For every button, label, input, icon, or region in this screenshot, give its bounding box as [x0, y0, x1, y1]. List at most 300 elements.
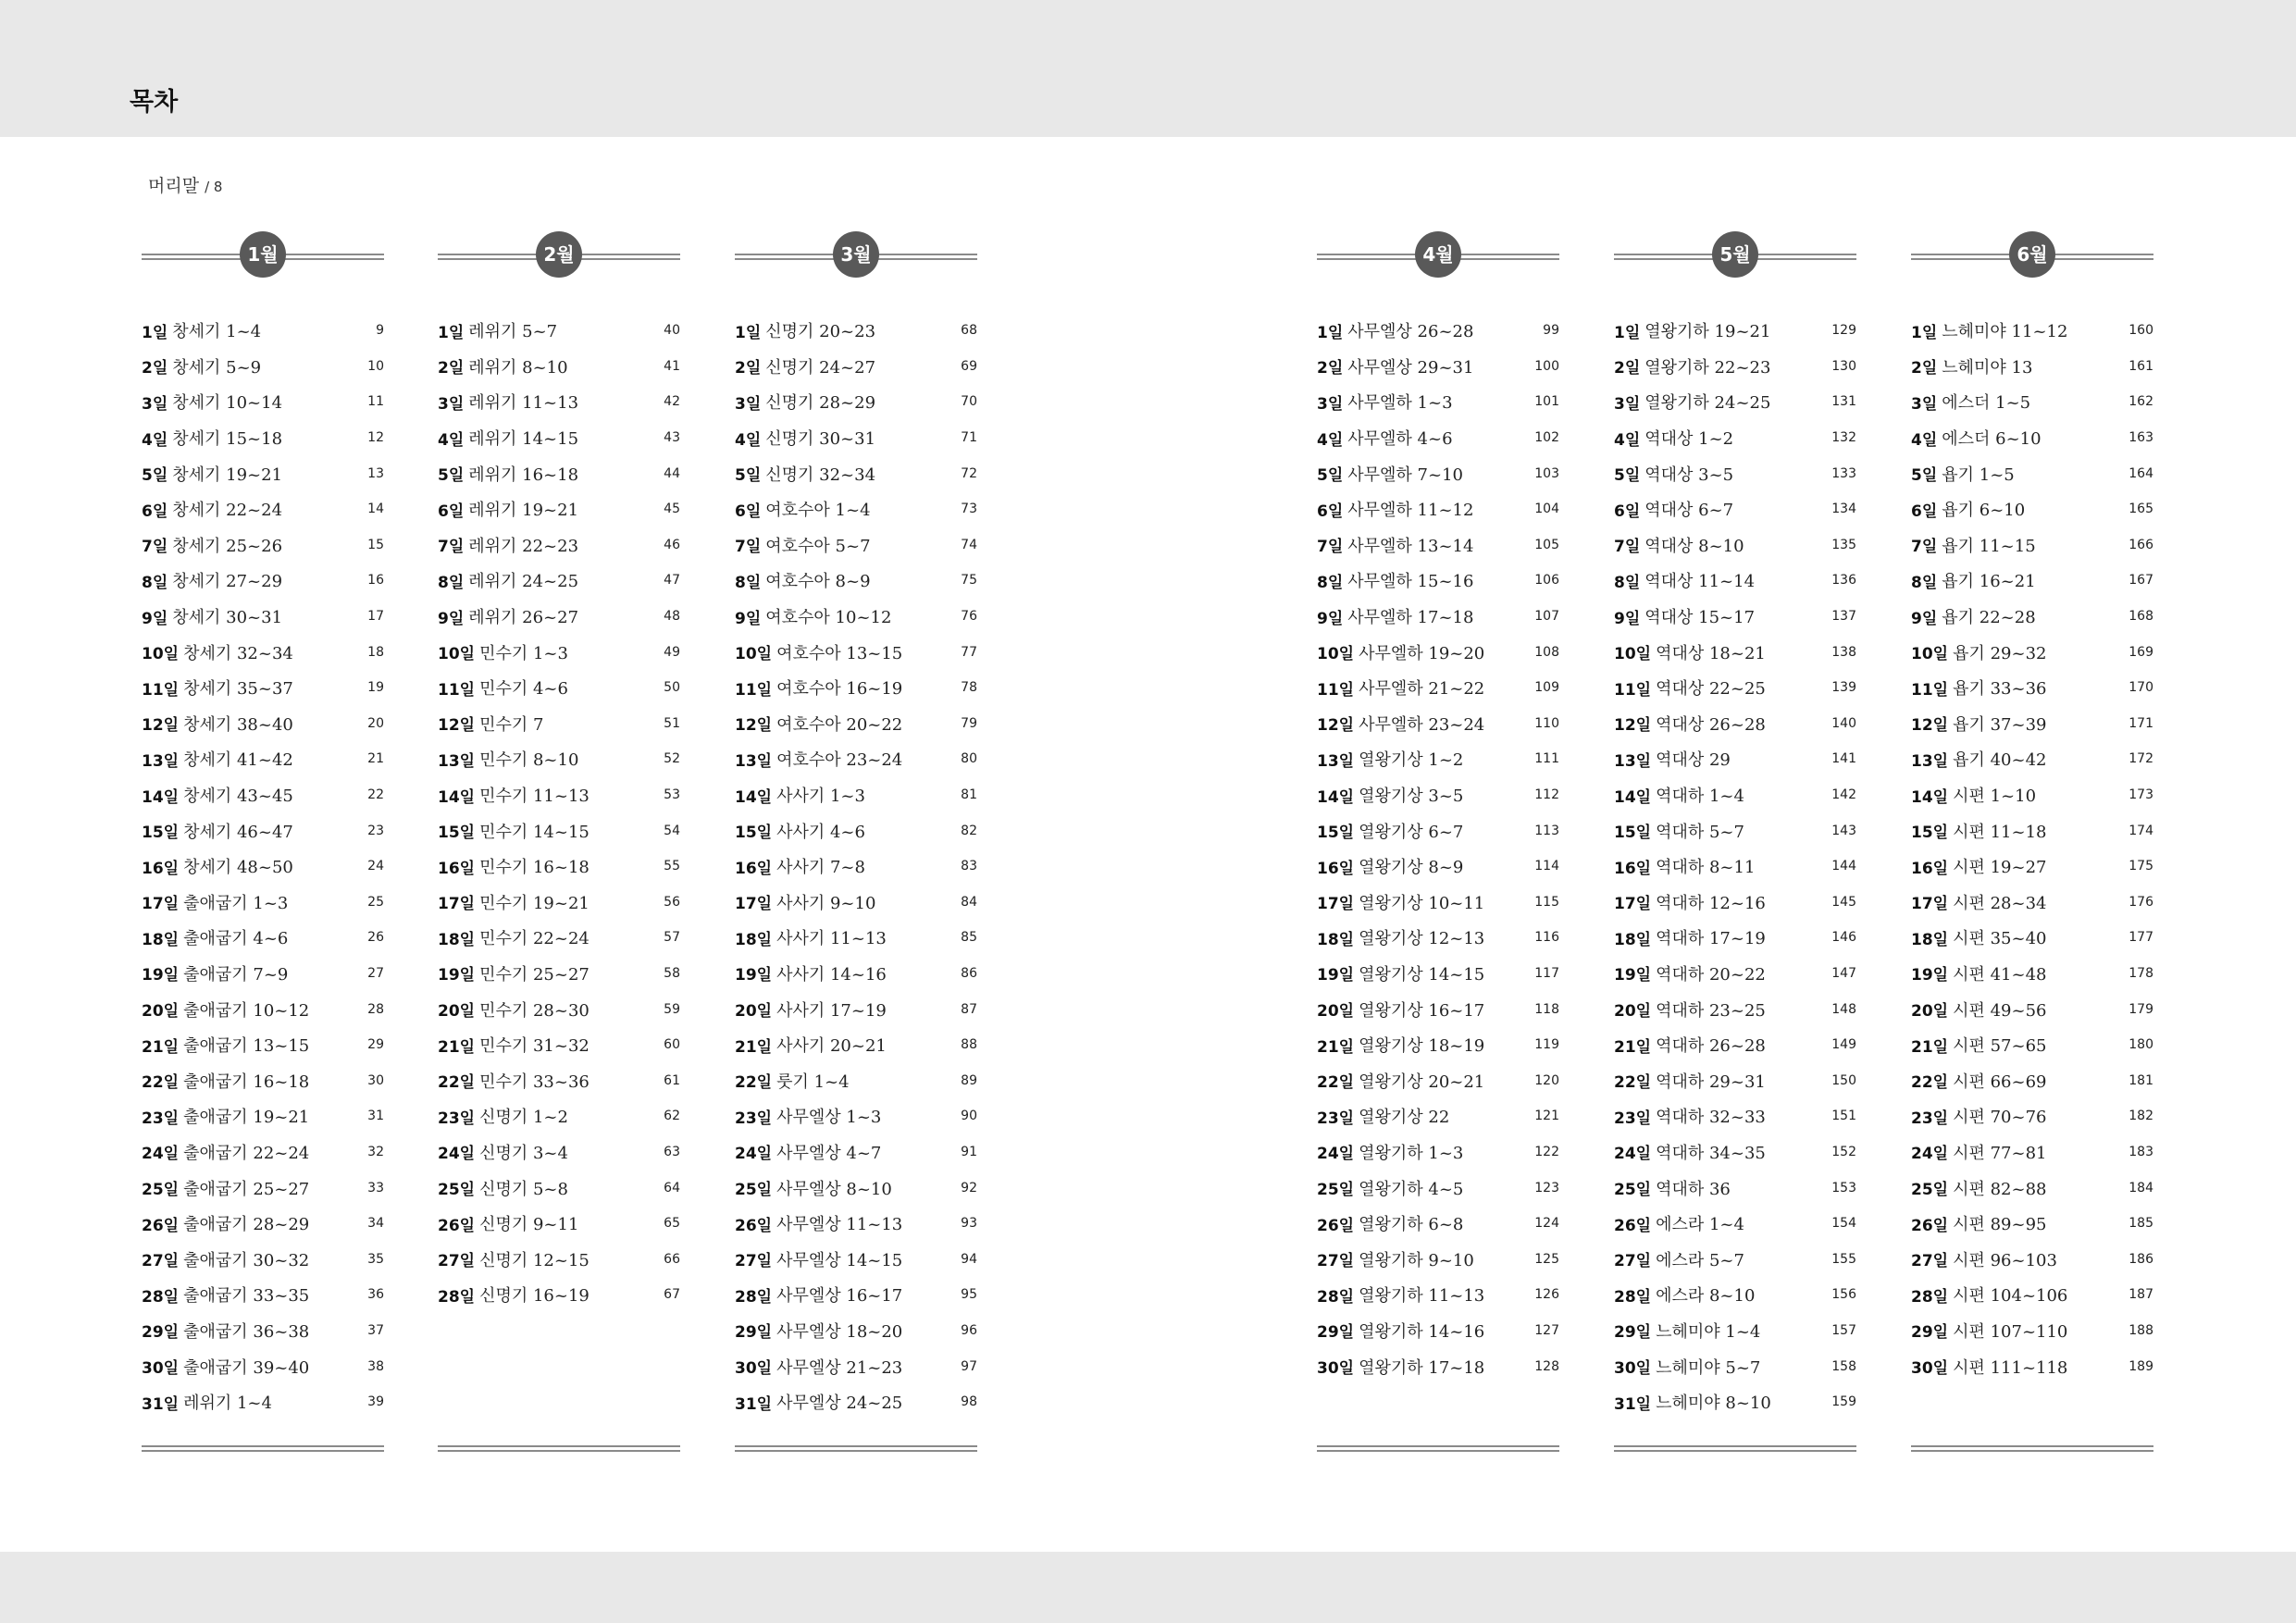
- toc-day: 14일: [438, 787, 476, 807]
- toc-entry[interactable]: [1317, 920, 1559, 956]
- toc-day: 11일: [1614, 680, 1652, 700]
- toc-entry[interactable]: [142, 455, 384, 491]
- toc-day: 2일: [1614, 359, 1641, 378]
- toc-entry[interactable]: [1911, 1241, 2153, 1277]
- toc-day: 10일: [142, 645, 180, 664]
- toc-entry[interactable]: [1614, 1027, 1856, 1063]
- toc-entry[interactable]: [1317, 1027, 1559, 1063]
- toc-day: 11일: [1317, 680, 1355, 700]
- toc-list: [438, 313, 680, 1313]
- toc-page-number: 156: [1831, 1287, 1856, 1303]
- toc-entry[interactable]: [735, 741, 977, 777]
- toc-entry[interactable]: [438, 491, 680, 527]
- toc-day: 29일: [1317, 1323, 1355, 1343]
- toc-entry[interactable]: [1614, 1134, 1856, 1171]
- toc-entry[interactable]: [735, 313, 977, 349]
- toc-passage: 사무엘상 8~10: [776, 1179, 892, 1199]
- toc-day: 8일: [735, 573, 762, 592]
- toc-entry[interactable]: [735, 455, 977, 491]
- month-badge: 3월: [833, 231, 879, 278]
- toc-day: 22일: [438, 1073, 476, 1093]
- toc-entry[interactable]: [142, 1241, 384, 1277]
- toc-passage: 시편 82~88: [1953, 1179, 2047, 1199]
- toc-entry[interactable]: [1911, 563, 2153, 599]
- toc-day: 2일: [142, 359, 168, 378]
- toc-page-number: 160: [2128, 323, 2153, 339]
- toc-entry[interactable]: [1614, 1170, 1856, 1206]
- toc-entry[interactable]: [1317, 599, 1559, 635]
- toc-page-number: 166: [2128, 537, 2153, 552]
- toc-page-number: 48: [664, 609, 680, 625]
- toc-entry[interactable]: [438, 1170, 680, 1206]
- toc-passage: 출애굽기 25~27: [183, 1179, 310, 1199]
- toc-day: 16일: [735, 859, 773, 878]
- toc-day: 20일: [735, 1002, 773, 1022]
- toc-entry[interactable]: [438, 1062, 680, 1098]
- toc-page-number: 94: [961, 1251, 977, 1267]
- toc-entry[interactable]: [1614, 420, 1856, 456]
- toc-entry[interactable]: [1614, 455, 1856, 491]
- toc-page-number: 39: [367, 1394, 384, 1410]
- toc-entry[interactable]: [1911, 670, 2153, 706]
- toc-page-number: 120: [1534, 1072, 1559, 1088]
- toc-passage: 에스라 8~10: [1656, 1286, 1756, 1307]
- toc-entry[interactable]: [735, 956, 977, 992]
- toc-entry[interactable]: [142, 491, 384, 527]
- toc-passage: 민수기 31~32: [479, 1036, 590, 1057]
- toc-entry[interactable]: [735, 1206, 977, 1242]
- toc-entry[interactable]: [1911, 849, 2153, 885]
- toc-entry[interactable]: [1317, 1098, 1559, 1134]
- toc-day: 10일: [1911, 645, 1949, 664]
- toc-entry[interactable]: [142, 1062, 384, 1098]
- toc-page-number: 176: [2128, 894, 2153, 910]
- toc-entry[interactable]: [1614, 634, 1856, 670]
- toc-entry[interactable]: [438, 956, 680, 992]
- toc-entry[interactable]: [1317, 1206, 1559, 1242]
- toc-entry[interactable]: [438, 1241, 680, 1277]
- toc-day: 21일: [438, 1037, 476, 1057]
- toc-page-number: 148: [1831, 1001, 1856, 1017]
- toc-entry[interactable]: [1317, 1348, 1559, 1384]
- toc-entry[interactable]: [1614, 313, 1856, 349]
- toc-entry[interactable]: [1614, 1098, 1856, 1134]
- toc-entry[interactable]: [1911, 527, 2153, 564]
- toc-day: 3일: [1614, 394, 1641, 414]
- toc-entry[interactable]: [735, 849, 977, 885]
- toc-entry[interactable]: [1911, 420, 2153, 456]
- toc-entry[interactable]: [438, 420, 680, 456]
- toc-page-number: 54: [664, 823, 680, 838]
- toc-entry[interactable]: [735, 1134, 977, 1171]
- toc-entry[interactable]: [142, 1348, 384, 1384]
- toc-page-number: 151: [1831, 1109, 1856, 1124]
- toc-entry[interactable]: [438, 706, 680, 742]
- toc-entry[interactable]: [142, 991, 384, 1027]
- toc-entry[interactable]: [1317, 1241, 1559, 1277]
- toc-day: 17일: [1317, 895, 1355, 914]
- toc-passage: 사무엘하 7~10: [1347, 465, 1463, 485]
- toc-entry[interactable]: [438, 349, 680, 385]
- toc-entry[interactable]: [438, 1134, 680, 1171]
- toc-entry[interactable]: [438, 812, 680, 849]
- toc-passage: 열왕기하 1~3: [1359, 1143, 1464, 1163]
- toc-page-number: 52: [664, 751, 680, 767]
- toc-passage: 민수기 7: [479, 714, 544, 735]
- toc-passage: 창세기 48~50: [183, 858, 293, 878]
- toc-day: 7일: [1614, 538, 1641, 557]
- toc-entry[interactable]: [438, 885, 680, 921]
- month-column: [1614, 231, 1856, 1419]
- toc-entry[interactable]: [1614, 1348, 1856, 1384]
- toc-passage: 시편 111~118: [1953, 1357, 2068, 1378]
- toc-entry[interactable]: [1911, 1027, 2153, 1063]
- toc-entry[interactable]: [438, 849, 680, 885]
- toc-entry[interactable]: [735, 599, 977, 635]
- toc-day: 18일: [1911, 930, 1949, 949]
- month-badge: 6월: [2009, 231, 2055, 278]
- toc-entry[interactable]: [1911, 384, 2153, 420]
- toc-day: 19일: [1911, 966, 1949, 985]
- toc-entry[interactable]: [1317, 956, 1559, 992]
- toc-entry[interactable]: [735, 706, 977, 742]
- toc-entry[interactable]: [438, 313, 680, 349]
- toc-entry[interactable]: [1317, 349, 1559, 385]
- toc-entry[interactable]: [1911, 349, 2153, 385]
- toc-day: 5일: [1911, 466, 1938, 486]
- toc-passage: 역대하 17~19: [1656, 929, 1766, 949]
- toc-passage: 욥기 33~36: [1953, 679, 2047, 700]
- header-band: [0, 0, 2296, 137]
- toc-entry[interactable]: [1317, 849, 1559, 885]
- toc-entry[interactable]: [1911, 1062, 2153, 1098]
- toc-entry[interactable]: [142, 599, 384, 635]
- toc-entry[interactable]: [735, 991, 977, 1027]
- toc-entry[interactable]: [1614, 706, 1856, 742]
- toc-entry[interactable]: [1614, 777, 1856, 813]
- toc-passage: 민수기 4~6: [479, 679, 568, 700]
- toc-entry[interactable]: [142, 384, 384, 420]
- toc-page-number: 128: [1534, 1358, 1559, 1374]
- toc-entry[interactable]: [142, 634, 384, 670]
- toc-entry[interactable]: [438, 599, 680, 635]
- toc-entry[interactable]: [142, 1170, 384, 1206]
- toc-entry[interactable]: [142, 563, 384, 599]
- toc-passage: 시편 11~18: [1953, 822, 2047, 842]
- toc-entry[interactable]: [1317, 991, 1559, 1027]
- toc-entry[interactable]: [438, 1277, 680, 1313]
- toc-entry[interactable]: [1614, 384, 1856, 420]
- toc-passage: 민수기 19~21: [479, 893, 590, 913]
- toc-entry[interactable]: [438, 777, 680, 813]
- toc-entry[interactable]: [1317, 491, 1559, 527]
- toc-entry[interactable]: [1911, 1134, 2153, 1171]
- toc-entry[interactable]: [1614, 812, 1856, 849]
- toc-entry[interactable]: [1614, 1384, 1856, 1420]
- toc-entry[interactable]: [1614, 670, 1856, 706]
- toc-page-number: 122: [1534, 1144, 1559, 1159]
- toc-entry[interactable]: [1317, 1062, 1559, 1098]
- toc-entry[interactable]: [1317, 527, 1559, 564]
- toc-entry[interactable]: [735, 1348, 977, 1384]
- toc-entry[interactable]: [1317, 741, 1559, 777]
- toc-page-number: 187: [2128, 1287, 2153, 1303]
- toc-day: 15일: [438, 824, 476, 843]
- toc-entry[interactable]: [735, 491, 977, 527]
- toc-page-number: 29: [367, 1037, 384, 1053]
- toc-entry[interactable]: [735, 1277, 977, 1313]
- toc-passage: 시편 28~34: [1953, 893, 2047, 913]
- toc-entry[interactable]: [142, 706, 384, 742]
- toc-entry[interactable]: [142, 420, 384, 456]
- toc-entry[interactable]: [1614, 1313, 1856, 1349]
- toc-page-number: 77: [961, 644, 977, 660]
- toc-entry[interactable]: [438, 1206, 680, 1242]
- toc-entry[interactable]: [1911, 885, 2153, 921]
- toc-entry[interactable]: [1317, 563, 1559, 599]
- toc-entry[interactable]: [1614, 349, 1856, 385]
- toc-entry[interactable]: [142, 670, 384, 706]
- toc-entry[interactable]: [1614, 849, 1856, 885]
- toc-entry[interactable]: [1614, 1062, 1856, 1098]
- toc-entry[interactable]: [735, 384, 977, 420]
- preface-entry[interactable]: [148, 172, 222, 197]
- toc-entry[interactable]: [438, 455, 680, 491]
- toc-entry[interactable]: [735, 1170, 977, 1206]
- toc-entry[interactable]: [735, 885, 977, 921]
- toc-passage: 신명기 20~23: [765, 322, 876, 342]
- toc-entry[interactable]: [1911, 956, 2153, 992]
- toc-day: 9일: [438, 609, 465, 628]
- toc-entry[interactable]: [735, 634, 977, 670]
- toc-entry[interactable]: [1911, 777, 2153, 813]
- toc-entry[interactable]: [142, 956, 384, 992]
- toc-entry[interactable]: [142, 1206, 384, 1242]
- toc-entry[interactable]: [1614, 1241, 1856, 1277]
- toc-entry[interactable]: [1614, 1206, 1856, 1242]
- toc-entry[interactable]: [1911, 1170, 2153, 1206]
- toc-entry[interactable]: [1911, 741, 2153, 777]
- toc-passage: 출애굽기 7~9: [183, 964, 289, 985]
- toc-passage: 민수기 8~10: [479, 750, 579, 771]
- toc-day: 14일: [735, 787, 773, 807]
- toc-entry[interactable]: [438, 991, 680, 1027]
- toc-passage: 레위기 24~25: [468, 572, 579, 592]
- toc-entry[interactable]: [1317, 313, 1559, 349]
- toc-day: 28일: [1614, 1287, 1652, 1307]
- toc-passage: 출애굽기 33~35: [183, 1286, 310, 1307]
- toc-entry[interactable]: [1317, 885, 1559, 921]
- toc-page-number: 44: [664, 465, 680, 481]
- toc-page-number: 28: [367, 1001, 384, 1017]
- toc-entry[interactable]: [438, 563, 680, 599]
- toc-passage: 욥기 11~15: [1942, 536, 2036, 556]
- toc-entry[interactable]: [1317, 812, 1559, 849]
- toc-entry[interactable]: [735, 349, 977, 385]
- toc-day: 24일: [1911, 1145, 1949, 1164]
- toc-entry[interactable]: [142, 777, 384, 813]
- toc-page-number: 43: [664, 430, 680, 446]
- toc-page-number: 33: [367, 1180, 384, 1196]
- toc-entry[interactable]: [1911, 812, 2153, 849]
- toc-entry[interactable]: [438, 670, 680, 706]
- toc-day: 24일: [142, 1145, 180, 1164]
- toc-day: 29일: [142, 1323, 180, 1343]
- toc-passage: 욥기 16~21: [1942, 572, 2036, 592]
- toc-day: 7일: [142, 538, 168, 557]
- toc-entry[interactable]: [142, 812, 384, 849]
- toc-entry[interactable]: [142, 1098, 384, 1134]
- toc-entry[interactable]: [1911, 455, 2153, 491]
- toc-entry[interactable]: [735, 1313, 977, 1349]
- toc-entry[interactable]: [1614, 527, 1856, 564]
- toc-entry[interactable]: [1911, 920, 2153, 956]
- toc-entry[interactable]: [1317, 455, 1559, 491]
- toc-entry[interactable]: [735, 420, 977, 456]
- toc-entry[interactable]: [1911, 313, 2153, 349]
- toc-entry[interactable]: [735, 670, 977, 706]
- toc-entry[interactable]: [142, 349, 384, 385]
- toc-entry[interactable]: [1317, 1313, 1559, 1349]
- toc-entry[interactable]: [735, 1027, 977, 1063]
- toc-entry[interactable]: [1614, 563, 1856, 599]
- toc-entry[interactable]: [1317, 670, 1559, 706]
- toc-entry[interactable]: [1911, 599, 2153, 635]
- toc-entry[interactable]: [142, 741, 384, 777]
- toc-entry[interactable]: [735, 1241, 977, 1277]
- toc-entry[interactable]: [1317, 384, 1559, 420]
- toc-list: [735, 313, 977, 1419]
- month-header: [735, 231, 977, 279]
- toc-entry[interactable]: [1614, 920, 1856, 956]
- toc-entry[interactable]: [1911, 991, 2153, 1027]
- toc-entry[interactable]: [438, 384, 680, 420]
- toc-entry[interactable]: [1911, 1206, 2153, 1242]
- toc-entry[interactable]: [1614, 491, 1856, 527]
- toc-entry[interactable]: [735, 1062, 977, 1098]
- toc-entry[interactable]: [1911, 1348, 2153, 1384]
- toc-day: 17일: [1614, 895, 1652, 914]
- toc-page-number: 62: [664, 1109, 680, 1124]
- toc-passage: 사무엘상 18~20: [776, 1321, 903, 1342]
- toc-day: 12일: [735, 716, 773, 736]
- toc-day: 22일: [1911, 1073, 1949, 1093]
- toc-list: [1911, 313, 2153, 1384]
- toc-entry[interactable]: [438, 920, 680, 956]
- toc-entry[interactable]: [735, 812, 977, 849]
- toc-day: 16일: [1317, 859, 1355, 878]
- toc-passage: 레위기 5~7: [468, 322, 558, 342]
- toc-entry[interactable]: [142, 1384, 384, 1420]
- toc-page-number: 182: [2128, 1109, 2153, 1124]
- toc-day: 20일: [1911, 1002, 1949, 1022]
- toc-entry[interactable]: [1317, 706, 1559, 742]
- toc-passage: 시편 77~81: [1953, 1143, 2047, 1163]
- toc-entry[interactable]: [735, 1384, 977, 1420]
- toc-entry[interactable]: [1911, 634, 2153, 670]
- toc-entry[interactable]: [1614, 885, 1856, 921]
- toc-entry[interactable]: [438, 1098, 680, 1134]
- toc-entry[interactable]: [142, 313, 384, 349]
- toc-entry[interactable]: [1317, 1277, 1559, 1313]
- toc-passage: 열왕기하 14~16: [1359, 1321, 1485, 1342]
- toc-passage: 시편 104~106: [1953, 1286, 2068, 1307]
- toc-page-number: 31: [367, 1109, 384, 1124]
- toc-entry[interactable]: [142, 849, 384, 885]
- toc-entry[interactable]: [142, 920, 384, 956]
- toc-passage: 느헤미야 1~4: [1656, 1321, 1761, 1342]
- toc-day: 8일: [142, 573, 168, 592]
- toc-passage: 사무엘하 15~16: [1347, 572, 1474, 592]
- column-bottom-rule: [1911, 1445, 2153, 1452]
- toc-entry[interactable]: [438, 741, 680, 777]
- toc-page-number: 9: [376, 323, 384, 339]
- toc-entry[interactable]: [142, 1134, 384, 1171]
- toc-page-number: 58: [664, 965, 680, 981]
- toc-page-number: 25: [367, 894, 384, 910]
- toc-day: 1일: [142, 323, 168, 342]
- toc-entry[interactable]: [142, 1277, 384, 1313]
- toc-page-number: 22: [367, 787, 384, 803]
- toc-passage: 여호수아 23~24: [776, 750, 903, 771]
- toc-passage: 에스더 1~5: [1942, 393, 2031, 414]
- toc-passage: 에스라 5~7: [1656, 1250, 1744, 1270]
- toc-entry[interactable]: [1614, 956, 1856, 992]
- toc-entry[interactable]: [438, 527, 680, 564]
- toc-entry[interactable]: [1911, 1098, 2153, 1134]
- toc-entry[interactable]: [142, 1313, 384, 1349]
- toc-page-number: 172: [2128, 751, 2153, 767]
- toc-entry[interactable]: [735, 1098, 977, 1134]
- toc-entry[interactable]: [1614, 1277, 1856, 1313]
- toc-entry[interactable]: [735, 527, 977, 564]
- toc-day: 25일: [438, 1181, 476, 1200]
- toc-entry[interactable]: [1614, 599, 1856, 635]
- toc-entry[interactable]: [735, 777, 977, 813]
- toc-entry[interactable]: [735, 563, 977, 599]
- toc-entry[interactable]: [438, 634, 680, 670]
- toc-entry[interactable]: [1911, 491, 2153, 527]
- toc-entry[interactable]: [1317, 777, 1559, 813]
- toc-entry[interactable]: [1317, 1134, 1559, 1171]
- toc-entry[interactable]: [142, 1027, 384, 1063]
- toc-day: 22일: [1317, 1073, 1355, 1093]
- toc-page-number: 47: [664, 573, 680, 588]
- month-column: [438, 231, 680, 1313]
- toc-entry[interactable]: [735, 920, 977, 956]
- toc-page-number: 104: [1534, 502, 1559, 517]
- toc-entry[interactable]: [1614, 991, 1856, 1027]
- toc-passage: 창세기 43~45: [183, 787, 293, 807]
- toc-passage: 신명기 28~29: [765, 393, 876, 414]
- toc-day: 23일: [1614, 1109, 1652, 1128]
- toc-entry[interactable]: [1911, 1313, 2153, 1349]
- toc-passage: 사사기 17~19: [776, 1000, 887, 1021]
- toc-entry[interactable]: [1911, 706, 2153, 742]
- toc-entry[interactable]: [1317, 420, 1559, 456]
- toc-page-number: 108: [1534, 644, 1559, 660]
- toc-entry[interactable]: [1614, 741, 1856, 777]
- toc-page-number: 181: [2128, 1072, 2153, 1088]
- toc-entry[interactable]: [1317, 634, 1559, 670]
- toc-entry[interactable]: [142, 885, 384, 921]
- toc-entry[interactable]: [142, 527, 384, 564]
- toc-page-number: 127: [1534, 1322, 1559, 1338]
- toc-day: 22일: [1614, 1073, 1652, 1093]
- toc-entry[interactable]: [438, 1027, 680, 1063]
- toc-entry[interactable]: [1317, 1170, 1559, 1206]
- toc-entry[interactable]: [1911, 1277, 2153, 1313]
